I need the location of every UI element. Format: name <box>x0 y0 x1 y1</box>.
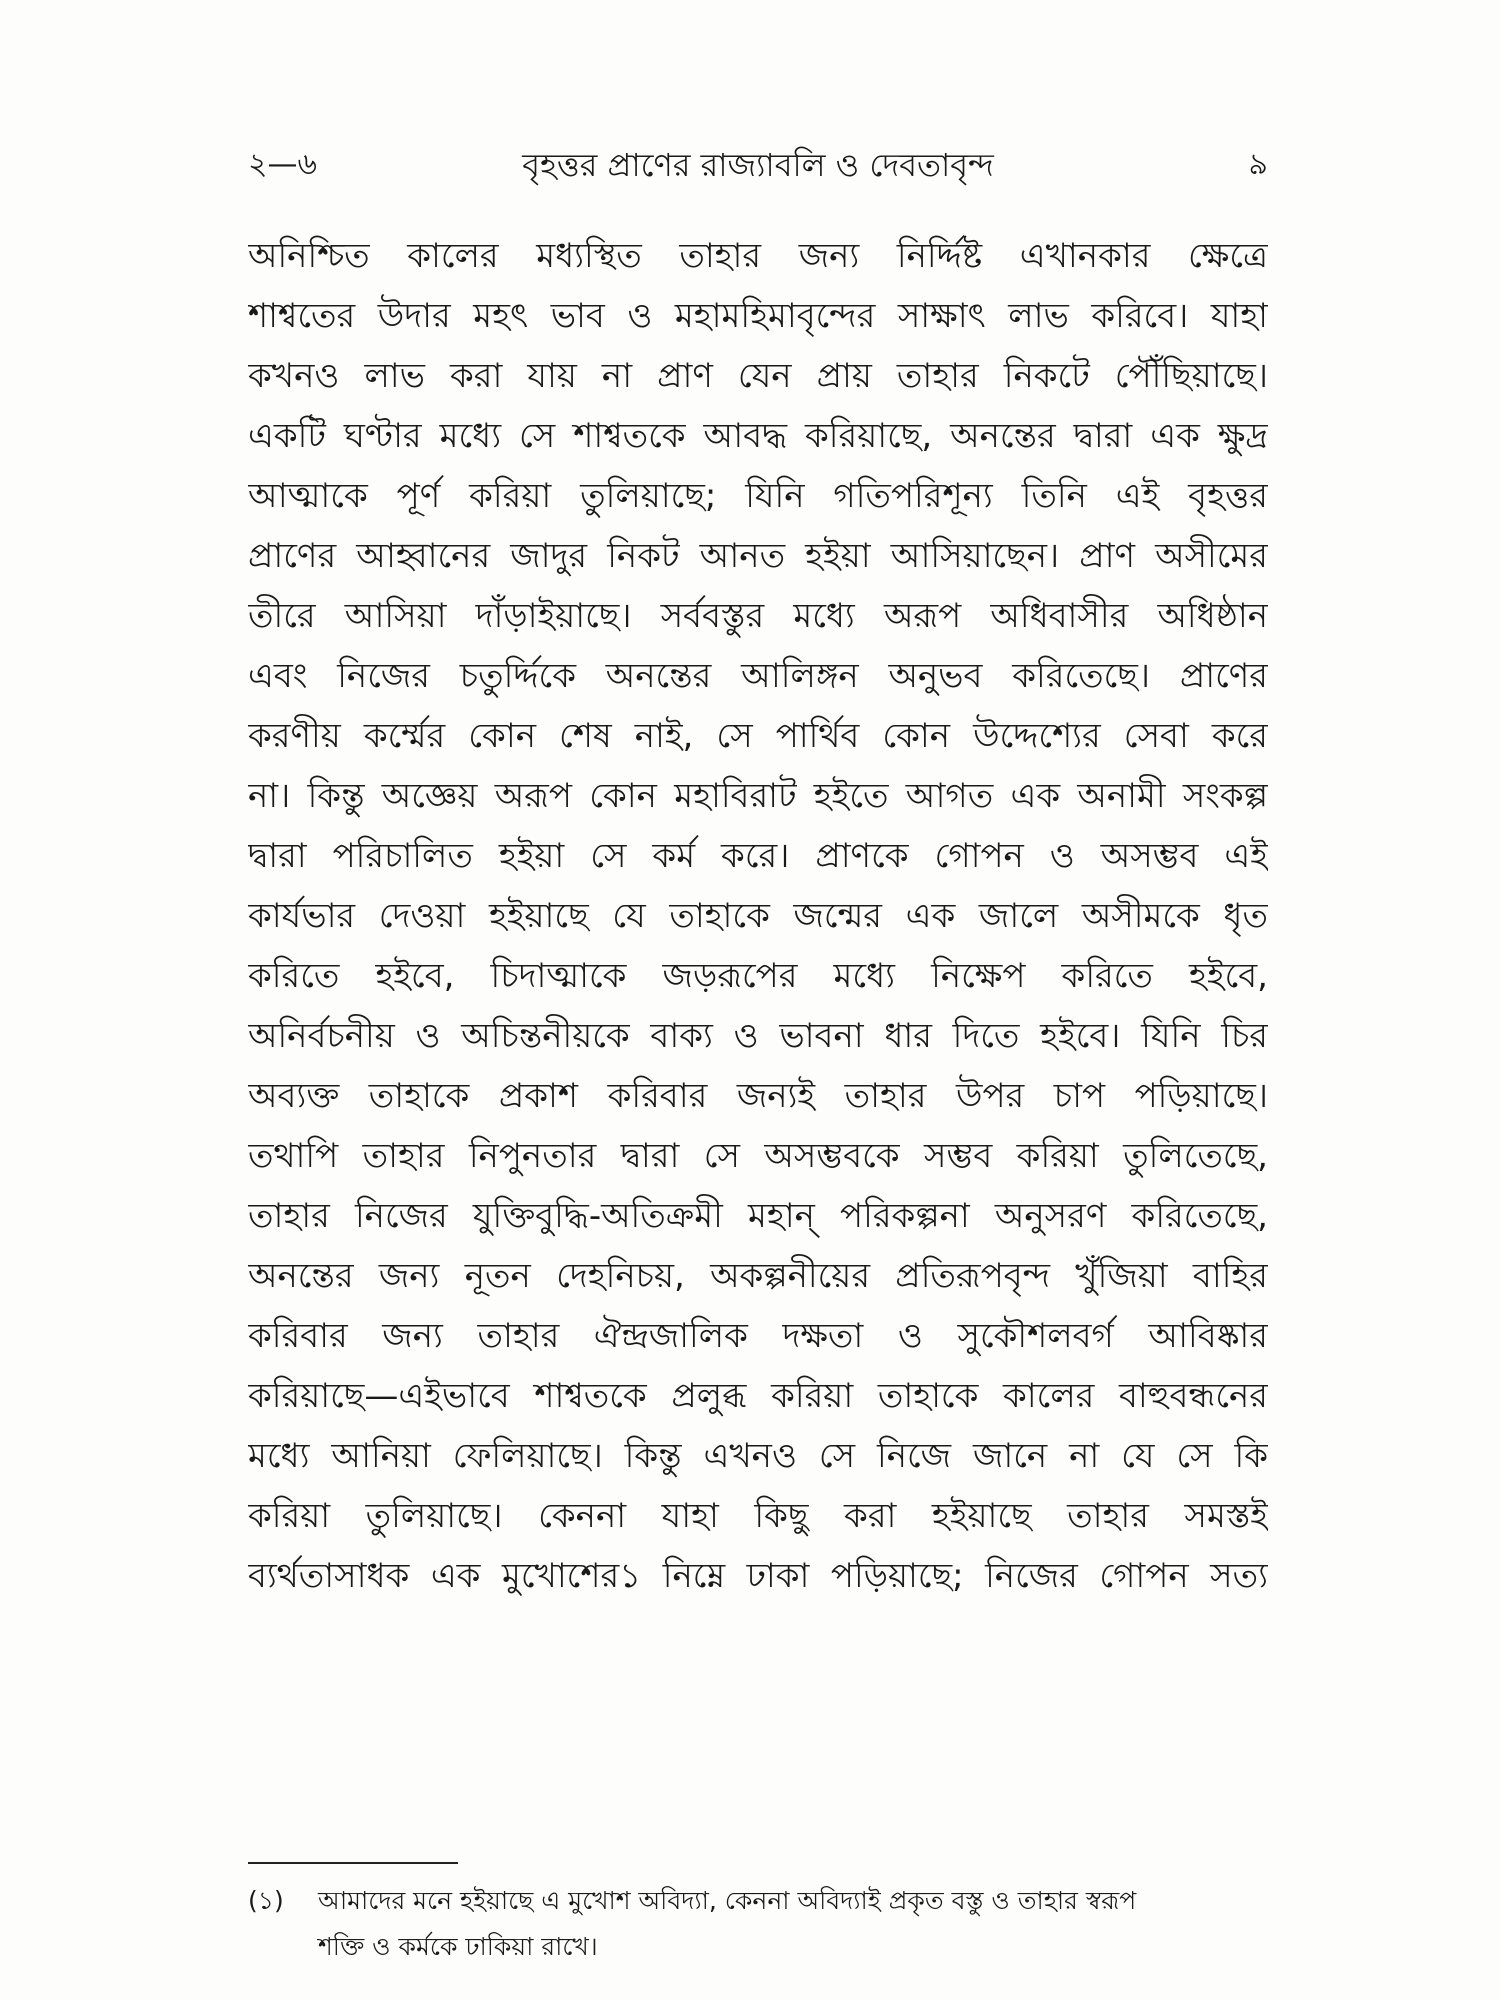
text-line: কার্যভার দেওয়া হইয়াছে যে তাহাকে জন্মের এক জালে অসীমকে ধৃত <box>248 896 1268 936</box>
text-line: অব্যক্ত তাহাকে প্রকাশ করিবার জন্যই তাহার উপর চাপ পড়িয়াছে। <box>248 1076 1268 1116</box>
text-line: একটি ঘণ্টার মধ্যে সে শাশ্বতকে আবদ্ধ করিয়াছে, অনন্তের দ্বারা এক ক্ষুদ্র <box>248 416 1268 456</box>
text-line: এবং নিজের চতুর্দ্দিকে অনন্তের আলিঙ্গন অনুভব করিতেছে। প্রাণের <box>248 656 1268 696</box>
footnote-text: শক্তি ও কর্মকে ঢাকিয়া রাখে। <box>318 1932 598 1961</box>
text-line: শাশ্বতের উদার মহৎ ভাব ও মহামহিমাবৃন্দের সাক্ষাৎ লাভ করিবে। যাহা <box>248 296 1268 336</box>
text-line: করিয়া তুলিয়াছে। কেননা যাহা কিছু করা হইয়াছে তাহার সমস্তই <box>248 1496 1268 1536</box>
footnote-text: আমাদের মনে হইয়াছে এ মুখোশ অবিদ্যা, কেননা অবিদ্যাই প্রকৃত বস্তু ও তাহার স্বরূপ <box>318 1886 1137 1915</box>
text-line: তীরে আসিয়া দাঁড়াইয়াছে। সর্ববস্তুর মধ্যে অরূপ অধিবাসীর অধিষ্ঠান <box>248 596 1268 636</box>
footnote-marker: (১) <box>248 1886 284 1915</box>
footnote-line <box>248 1924 1268 1970</box>
text-line: অনির্বচনীয় ও অচিন্তনীয়কে বাক্য ও ভাবনা ধার দিতে হইবে। যিনি চির <box>248 1016 1268 1056</box>
text-line: না। কিন্তু অজ্ঞেয় অরূপ কোন মহাবিরাট হইতে আগত এক অনামী সংকল্প <box>248 776 1268 816</box>
text-line: অনিশ্চিত কালের মধ্যস্থিত তাহার জন্য নির্দ্দিষ্ট এখানকার ক্ষেত্রে <box>248 236 1268 276</box>
page-number: ৯ <box>1248 147 1268 182</box>
text-line: ব্যর্থতাসাধক এক মুখোশের১ নিম্নে ঢাকা পড়িয়াছে; নিজের গোপন সত্য <box>248 1556 1268 1596</box>
body-text <box>248 226 1268 1606</box>
signature-mark: ২—৬ <box>248 147 318 182</box>
text-line: করিবার জন্য তাহার ঐন্দ্রজালিক দক্ষতা ও সুকৌশলবর্গ আবিষ্কার <box>248 1316 1268 1356</box>
page-header <box>248 140 1268 192</box>
running-title: বৃহত্তর প্রাণের রাজ্যাবলি ও দেবতাবৃন্দ <box>522 146 994 184</box>
text-line: আত্মাকে পূর্ণ করিয়া তুলিয়াছে; যিনি গতিপরিশূন্য তিনি এই বৃহত্তর <box>248 476 1268 516</box>
footnote-line <box>248 1878 1268 1924</box>
footnote <box>248 1878 1268 1970</box>
text-line: করিতে হইবে, চিদাত্মাকে জড়রূপের মধ্যে নিক্ষেপ করিতে হইবে, <box>248 956 1268 996</box>
text-line: অনন্তের জন্য নূতন দেহনিচয়, অকল্পনীয়ের প্রতিরূপবৃন্দ খুঁজিয়া বাহির <box>248 1256 1268 1296</box>
text-line: মধ্যে আনিয়া ফেলিয়াছে। কিন্তু এখনও সে নিজে জানে না যে সে কি <box>248 1436 1268 1476</box>
text-line: করণীয় কর্ম্মের কোন শেষ নাই, সে পার্থিব কোন উদ্দেশ্যের সেবা করে <box>248 716 1268 756</box>
text-line: কখনও লাভ করা যায় না প্রাণ যেন প্রায় তাহার নিকটে পৌঁছিয়াছে। <box>248 356 1268 396</box>
text-line: তথাপি তাহার নিপুনতার দ্বারা সে অসম্ভবকে সম্ভব করিয়া তুলিতেছে, <box>248 1136 1268 1176</box>
text-line: প্রাণের আহ্বানের জাদুর নিকট আনত হইয়া আসিয়াছেন। প্রাণ অসীমের <box>248 536 1268 576</box>
text-line: দ্বারা পরিচালিত হইয়া সে কর্ম করে। প্রাণকে গোপন ও অসম্ভব এই <box>248 836 1268 876</box>
text-line: করিয়াছে—এইভাবে শাশ্বতকে প্রলুব্ধ করিয়া তাহাকে কালের বাহুবন্ধনের <box>248 1376 1268 1416</box>
text-line: তাহার নিজের যুক্তিবুদ্ধি-অতিক্রমী মহান্ পরিকল্পনা অনুসরণ করিতেছে, <box>248 1196 1268 1236</box>
footnote-divider <box>248 1862 458 1864</box>
